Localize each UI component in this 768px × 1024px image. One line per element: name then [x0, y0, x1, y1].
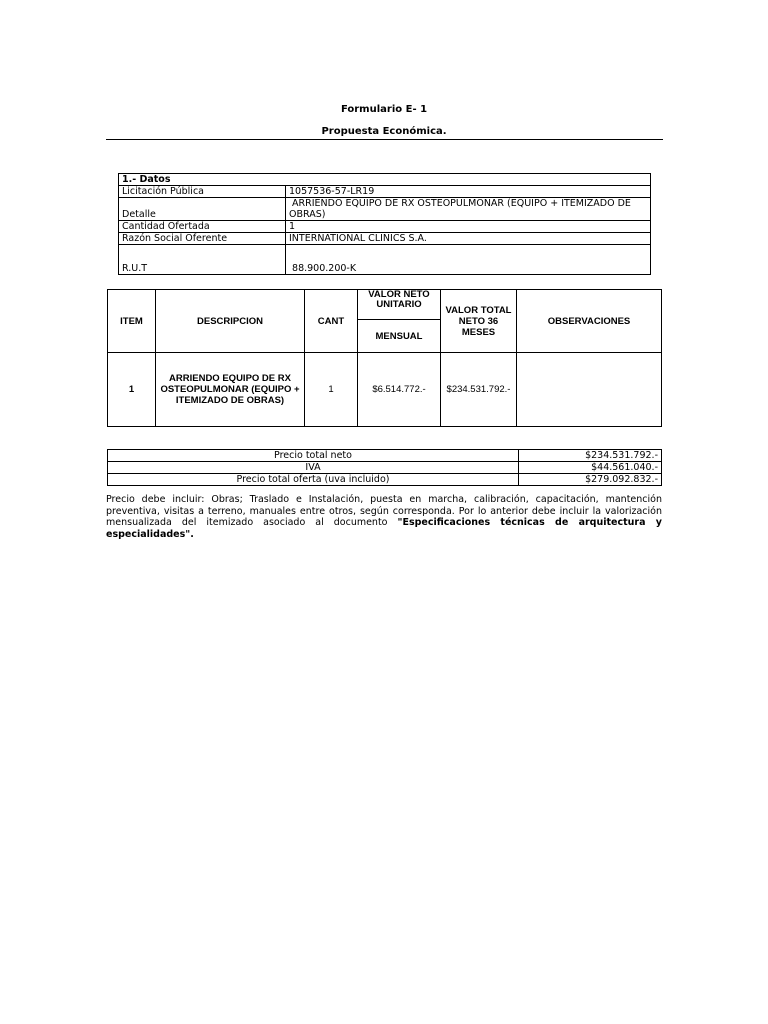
header-cant: CANT	[305, 290, 358, 353]
datos-row	[119, 221, 651, 233]
header-mensual: MENSUAL	[358, 320, 441, 353]
form-title: Formulario E- 1	[340, 104, 428, 115]
datos-row	[119, 245, 651, 275]
datos-value: 1057536-57-LR19	[286, 186, 651, 198]
row-descripcion: ARRIENDO EQUIPO DE RX OSTEOPULMONAR (EQUIPO + ITEMIZADO DE OBRAS)	[156, 353, 305, 427]
table-row	[108, 353, 662, 427]
header-observaciones: OBSERVACIONES	[517, 290, 662, 353]
totals-label: Precio total neto	[108, 450, 519, 462]
datos-value: ARRIENDO EQUIPO DE RX OSTEOPULMONAR (EQUIPO + ITEMIZADO DE OBRAS)	[286, 198, 651, 221]
datos-label: Cantidad Ofertada	[119, 221, 286, 233]
header-item: ITEM	[108, 290, 156, 353]
datos-value: INTERNATIONAL CLINICS S.A.	[286, 233, 651, 245]
totals-label: IVA	[108, 462, 519, 474]
totals-value: $279.092.832.-	[519, 474, 662, 486]
row-cant: 1	[305, 353, 358, 427]
header-divider	[106, 139, 663, 140]
totals-value: $234.531.792.-	[519, 450, 662, 462]
header-valor-total: VALOR TOTAL NETO 36 MESES	[441, 290, 517, 353]
row-mensual: $6.514.772.-	[358, 353, 441, 427]
totals-value: $44.561.040.-	[519, 462, 662, 474]
datos-label: Razón Social Oferente	[119, 233, 286, 245]
datos-row	[119, 186, 651, 198]
datos-header-row	[119, 174, 651, 186]
datos-table	[118, 173, 651, 275]
row-observaciones	[517, 353, 662, 427]
datos-label: Detalle	[119, 198, 286, 221]
totals-label: Precio total oferta (uva incluido)	[108, 474, 519, 486]
price-note-bold: "Especificaciones técnicas de arquitectura y especialidades".	[106, 517, 662, 540]
datos-row	[119, 198, 651, 221]
items-header-row	[108, 290, 662, 320]
form-subtitle: Propuesta Económica.	[321, 126, 447, 137]
price-note	[106, 494, 662, 540]
datos-row	[119, 233, 651, 245]
row-item: 1	[108, 353, 156, 427]
totals-row	[108, 474, 662, 486]
items-table	[107, 289, 662, 427]
totals-row	[108, 450, 662, 462]
datos-section-title: 1.- Datos	[119, 174, 651, 186]
datos-value: 1	[286, 221, 651, 233]
totals-table	[107, 449, 662, 486]
price-note-text: Precio debe incluir: Obras; Traslado e Instalación, puesta en marcha, calibración, capacitación, mantención preventiva, visitas a terreno, manuales entre otros, según corresponda. Por lo anterior debe incluir la valorización mensualizada del itemizado asociado al documento	[106, 494, 662, 528]
datos-label: Licitación Pública	[119, 186, 286, 198]
header-valor-unitario: VALOR NETO UNITARIO	[358, 290, 441, 320]
datos-label: R.U.T	[119, 245, 286, 275]
datos-value: 88.900.200-K	[286, 245, 651, 275]
row-total: $234.531.792.-	[441, 353, 517, 427]
header-descripcion: DESCRIPCION	[156, 290, 305, 353]
totals-row	[108, 462, 662, 474]
